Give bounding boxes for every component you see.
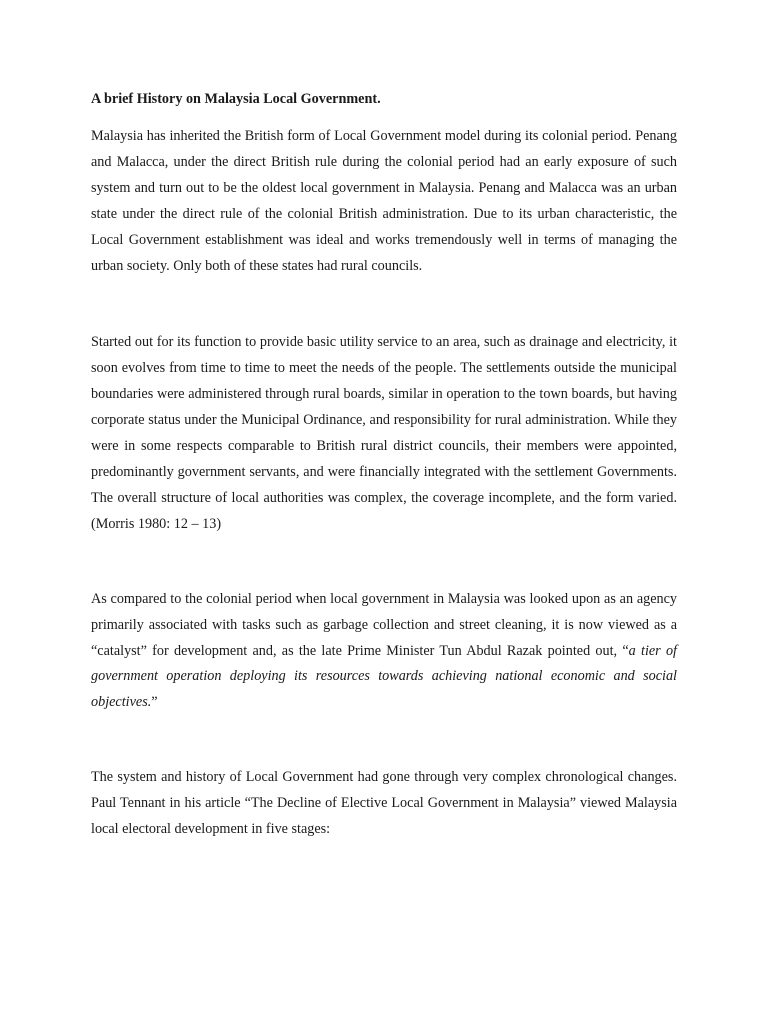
- document-page: [91, 89, 677, 843]
- razak-quote: a tier of government operation deploying its resources towards achieving national economic and social objectives.: [91, 642, 677, 711]
- paragraph-colonial-inheritance: Malaysia has inherited the British form of Local Government model during its colonial period. Penang and Malacca, under the direct British rule during the colonial period had an early exposure of such system and turn out to be the oldest local government in Malaysia. Penang and Malacca was an urban state under the direct rule of the colonial British administration. Due to its urban characteristic, the Local Government establishment was ideal and works tremendously well in terms of managing the urban society. Only both of these states had rural councils.: [91, 128, 677, 274]
- paragraph-catalyst-for-development: [91, 587, 677, 717]
- document-title: A brief History on Malaysia Local Government.: [91, 91, 381, 107]
- paragraph-basic-utility-service: Started out for its function to provide basic utility service to an area, such as drainage and electricity, it soon evolves from time to time to meet the needs of the people. The settlements outside the municipal boundaries were administered through rural boards, similar in operation to the town boards, but having corporate status under the Municipal Ordinance, and responsibility for rural administration. While they were in some respects comparable to British rural district councils, their members were appointed, predominantly government servants, and were financially integrated with the settlement Governments. The overall structure of local authorities was complex, the coverage incomplete, and the form varied. (Morris 1980: 12 – 13): [91, 334, 677, 532]
- paragraph-intro-text: As compared to the colonial period when local government in Malaysia was looked upon as an agency primarily associated with tasks such as garbage collection and street cleaning, it is now viewed as a “catalyst” for development and, as the late Prime Minister Tun Abdul Razak pointed out, “: [91, 590, 677, 659]
- paragraph-five-stages: The system and history of Local Government had gone through very complex chronological changes. Paul Tennant in his article “The Decline of Elective Local Government in Malaysia” viewed Malaysia local electoral development in five stages:: [91, 769, 677, 838]
- quote-closing-mark: ”: [151, 694, 158, 711]
